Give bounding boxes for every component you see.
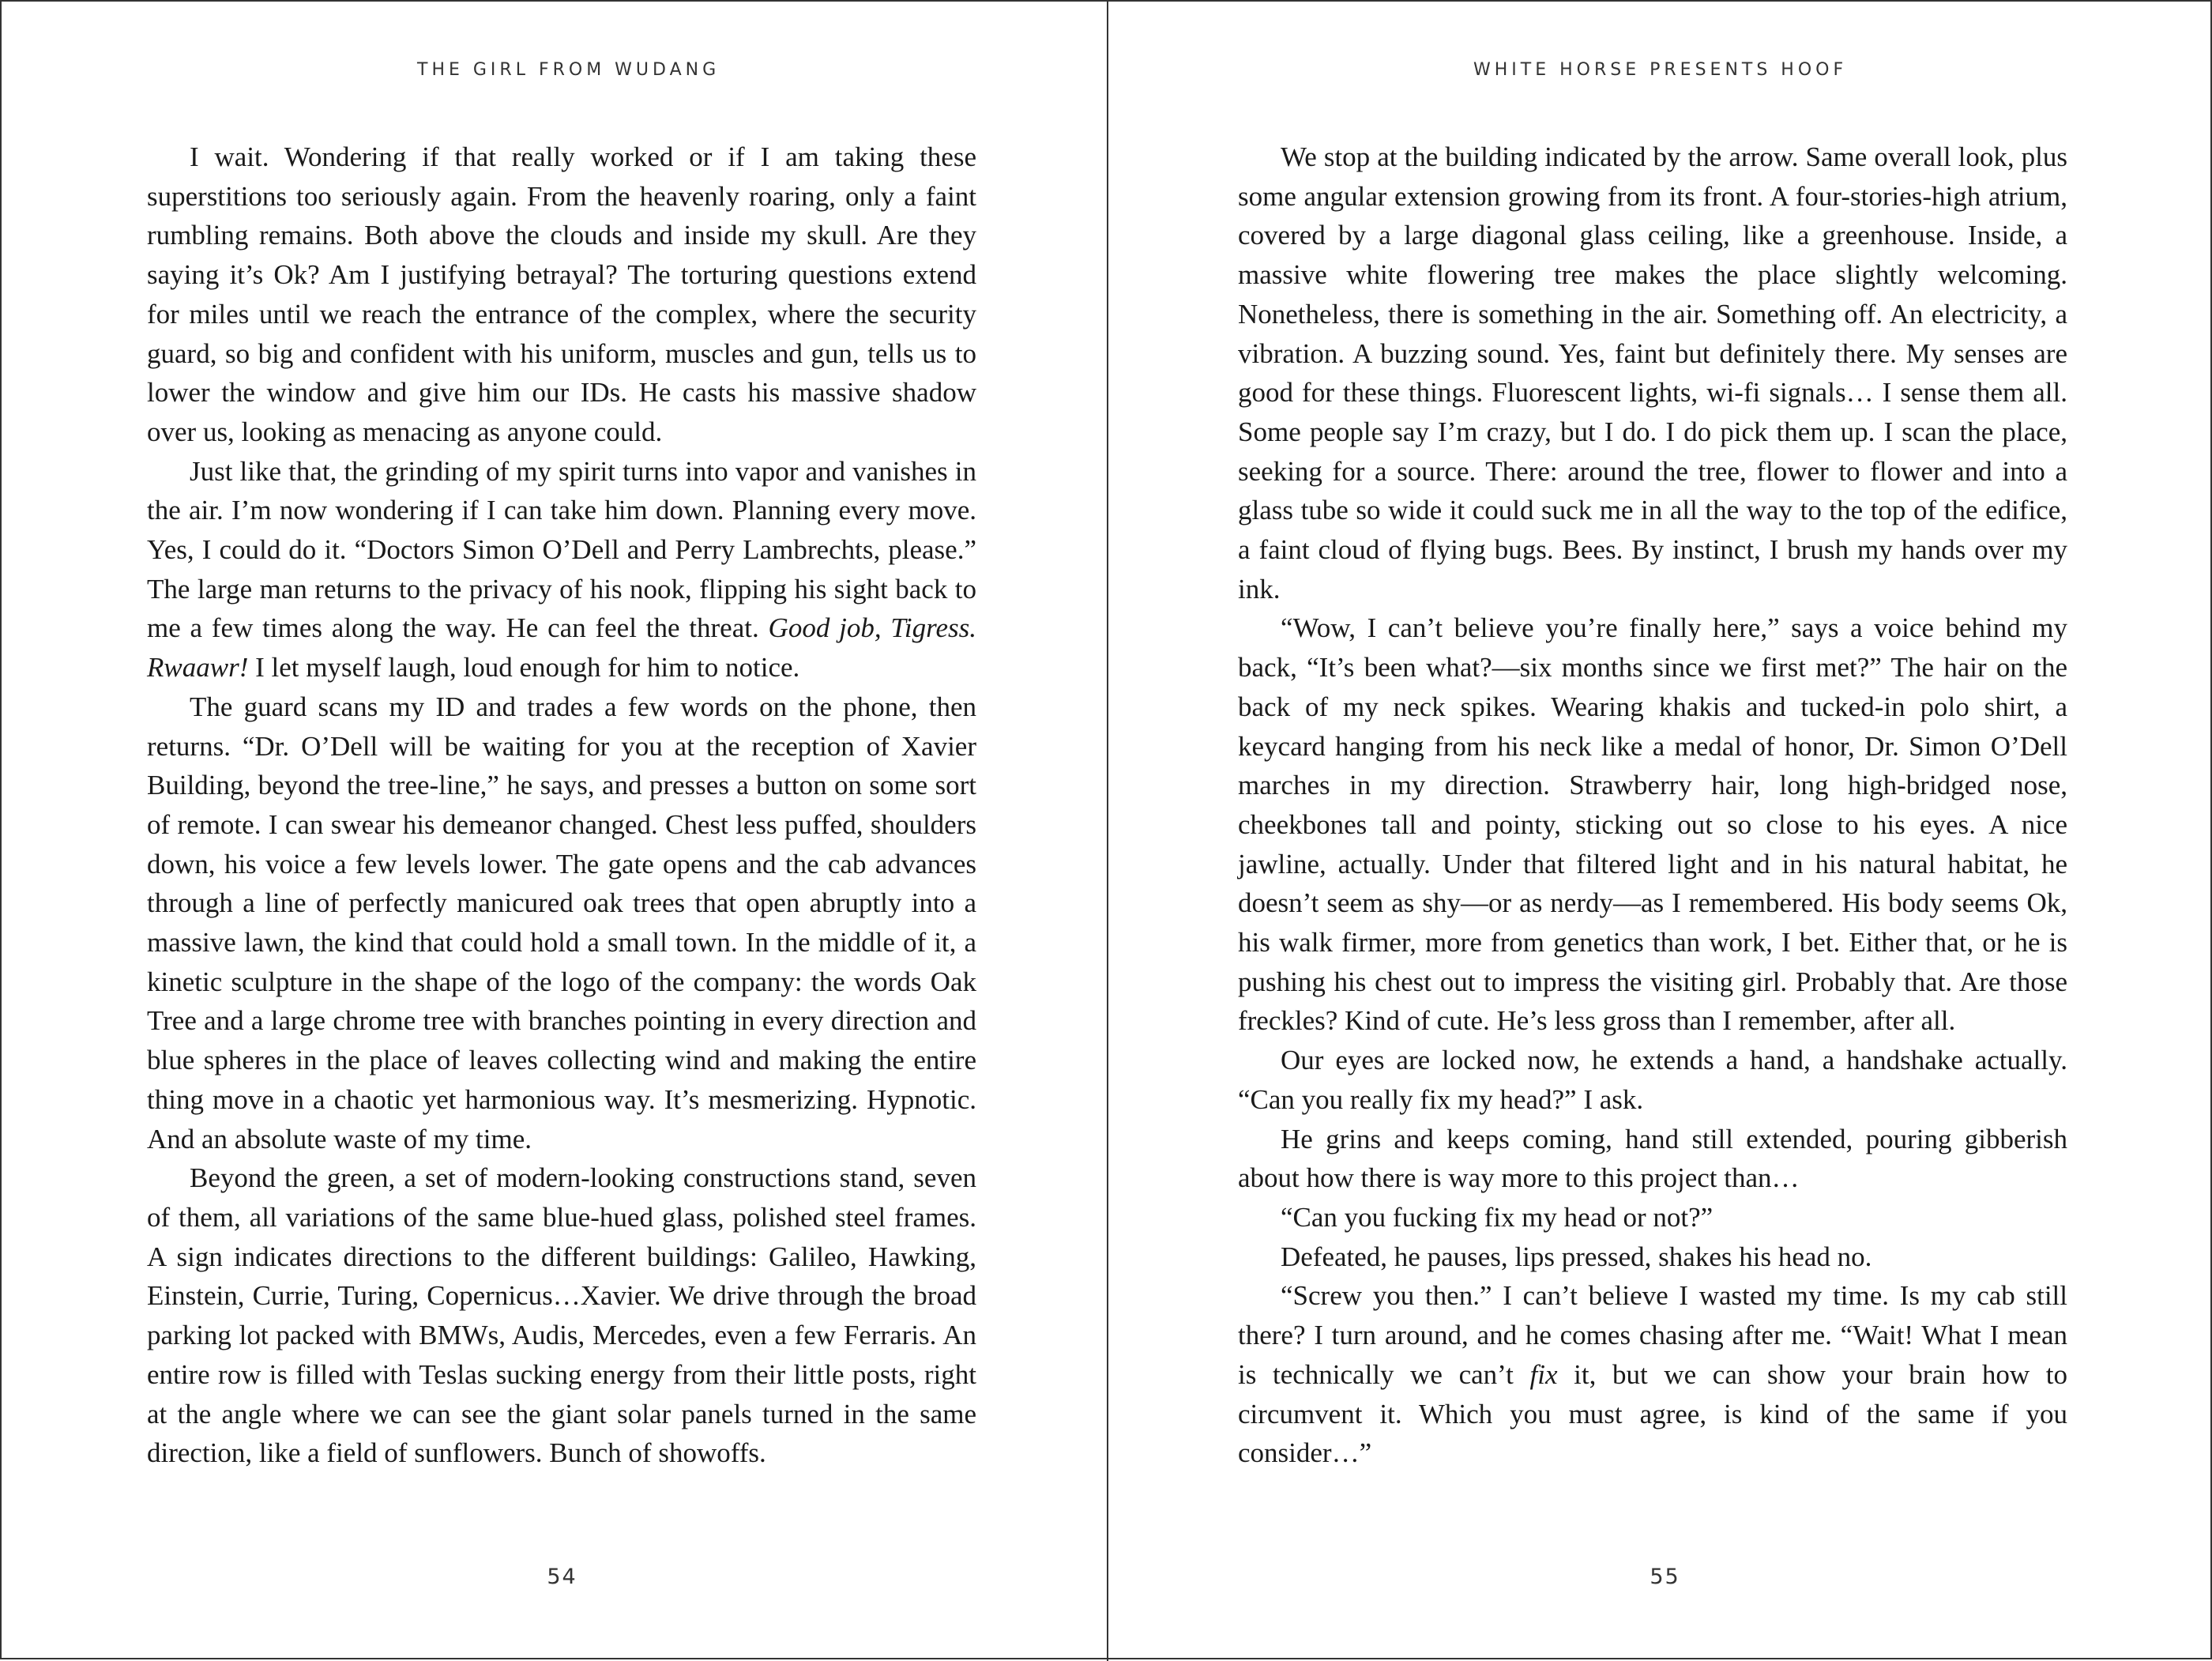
paragraph: Defeated, he pauses, lips pressed, shakes his head no.: [1281, 1241, 1872, 1272]
page-number: 55: [1650, 1565, 1680, 1589]
right-page: [1108, 2, 2212, 1661]
paragraph-text: it, but we can show your brain how to circumvent it. Which you must agree, is kind of the same if you consider…”: [1238, 1358, 2067, 1469]
paragraph: We stop at the building indicated by the arrow. Same overall look, plus some angular extension growing from its front. A four-stories-high atrium, covered by a large diagonal glass ceiling, like a greenhouse. Inside, a massive white flowering tree makes the place slightly welcoming. Nonetheless, there is something in the air. Something off. An electricity, a vibration. A buzzing sound. Yes, faint but definitely there. My senses are good for these things. Fluorescent lights, wi-fi signals… I sense them all. Some people say I’m crazy, but I do. I do pick them up. I scan the place, seeking for a source. There: around the tree, flower to flower and into a glass tube so wide it could suck me in all the way to the top of the edifice, a faint cloud of flying bugs. Bees. By instinct, I brush my hands over my ink.: [1238, 141, 2067, 605]
paragraph: “Wow, I can’t believe you’re finally here,” says a voice behind my back, “It’s been what?—six months since we first met?” The hair on the back of my neck spikes. Wearing khakis and tucked-in polo shirt, a keycard hanging from his neck like a medal of honor, Dr. Simon O’Dell marches in my direction. Strawberry hair, long high-bridged nose, cheekbones tall and pointy, sticking out so close to his eyes. A nice jawline, actually. Under that filtered light and in his natural habitat, he doesn’t seem as shy—or as nerdy—as I remembered. His body seems Ok, his walk firmer, more from genetics than work, I bet. Either that, or he is pushing his chest out to impress the visiting girl. Probably that. Are those freckles? Kind of cute. He’s less gross than I remember, after all.: [1238, 612, 2067, 1037]
paragraph: [1238, 1276, 2067, 1473]
left-page: [2, 2, 1107, 1661]
italic-text: Good job, Tigress. Rwaawr!: [147, 612, 977, 684]
page-number: 54: [547, 1565, 577, 1589]
paragraph: I wait. Wondering if that really worked or if I am taking these superstitions too seriously again. From the heavenly roaring, only a faint rumbling remains. Both above the clouds and inside my skull. Are they saying it’s Ok? Am I justifying betrayal? The torturing questions extend for miles until we reach the entrance of the complex, where the security guard, so big and confident with his uniform, muscles and gun, tells us to lower the window and give him our IDs. He casts his massive shadow over us, looking as menacing as anyone could.: [147, 141, 976, 447]
running-head-series-title: WHITE HORSE PRESENTS HOOF: [1473, 60, 1848, 80]
paragraph-text: I let myself laugh, loud enough for him to notice.: [248, 652, 800, 684]
paragraph: He grins and keeps coming, hand still extended, pouring gibberish about how there is way more to this project than…: [1238, 1123, 2067, 1194]
right-page-body: [1238, 137, 2067, 1473]
paragraph: [147, 452, 976, 687]
paragraph: “Can you fucking fix my head or not?”: [1281, 1201, 1714, 1233]
paragraph: Beyond the green, a set of modern-looking constructions stand, seven of them, all variations of the same blue-hued glass, polished steel frames. A sign indicates directions to the different buildings: Galileo, Hawking, Einstein, Currie, Turing, Copernicus…Xavier. We drive through the broad parking lot packed with BMWs, Audis, Mercedes, even a few Ferraris. An entire row is filled with Teslas sucking energy from their little posts, right at the angle where we can see the giant solar panels turned in the same direction, like a field of sunflowers. Bunch of showoffs.: [147, 1162, 976, 1469]
running-head-book-title: THE GIRL FROM WUDANG: [417, 60, 720, 80]
italic-text: fix: [1529, 1358, 1558, 1390]
paragraph-text: Just like that, the grinding of my spirit turns into vapor and vanishes in the air. I’m now wondering if I can take him down. Planning every move. Yes, I could do it. “Doctors Simon O’Dell and Perry Lambrechts, please.” The large man returns to the privacy of his nook, flipping his sight back to me a few times along the way. He can feel the threat.: [147, 455, 976, 644]
paragraph-text: “Screw you then.” I can’t believe I wasted my time. Is my cab still there? I turn around, and he comes chasing after me. “Wait! What I mean is technically we can’t: [1238, 1280, 2067, 1390]
paragraph: The guard scans my ID and trades a few words on the phone, then returns. “Dr. O’Dell will be waiting for you at the reception of Xavier Building, beyond the tree-line,” he says, and presses a button on some sort of remote. I can swear his demeanor changed. Chest less puffed, shoulders down, his voice a few levels lower. The gate opens and the cab advances through a line of perfectly manicured oak trees that open abruptly into a massive lawn, the kind that could hold a small town. In the middle of it, a kinetic sculpture in the shape of the logo of the company: the words Oak Tree and a large chrome tree with branches pointing in every direction and blue spheres in the place of leaves collecting wind and making the entire thing move in a chaotic yet harmonious way. It’s mesmerizing. Hypnotic. And an absolute waste of my time.: [147, 691, 976, 1154]
paragraph: Our eyes are locked now, he extends a hand, a handshake actually. “Can you really fix my head?” I ask.: [1238, 1045, 2067, 1115]
left-page-body: [147, 137, 976, 1473]
